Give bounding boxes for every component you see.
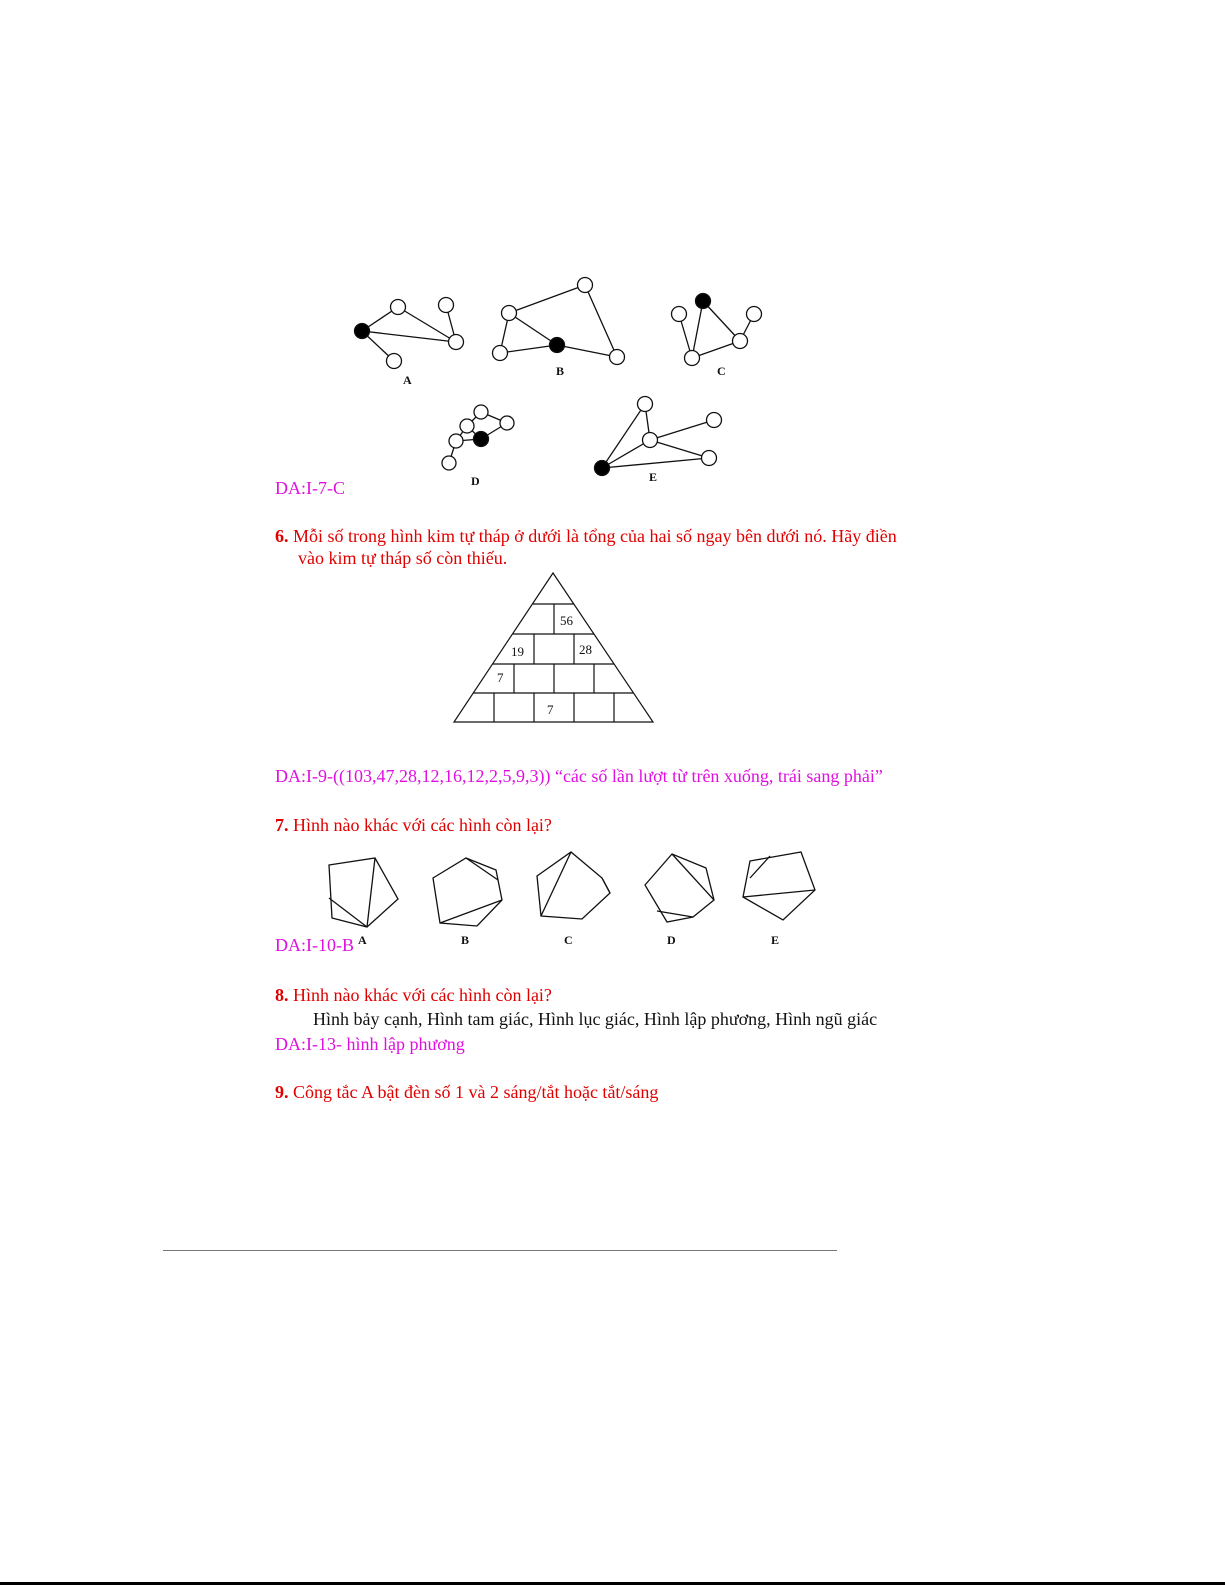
question-6-text-line1: Mỗi số trong hình kim tự tháp ở dưới là tổng của hai số ngay bên dưới nó. Hãy điền	[293, 526, 897, 546]
pyramid-cell-19: 19	[511, 644, 524, 659]
question-8-number: 8.	[275, 985, 289, 1005]
pyramid-cell-28: 28	[579, 642, 592, 657]
graph-label-a: A	[403, 373, 412, 387]
polygons-figure	[300, 840, 840, 960]
polygon-label-a: A	[358, 933, 367, 947]
question-8-options: Hình bảy cạnh, Hình tam giác, Hình lục giác, Hình lập phương, Hình ngũ giác	[313, 1009, 878, 1029]
answer-q8: DA:I-13- hình lập phương	[275, 1034, 465, 1054]
question-6-number: 6.	[275, 526, 289, 546]
question-7-text: Hình nào khác với các hình còn lại?	[293, 815, 552, 835]
question-7-number: 7.	[275, 815, 289, 835]
polygon-label-b: B	[461, 933, 470, 947]
question-6	[275, 526, 897, 547]
question-9-text: Công tắc A bật đèn số 1 và 2 sáng/tắt hoặc tắt/sáng	[293, 1082, 659, 1102]
graph-figure	[0, 0, 1225, 520]
graph-label-b: B	[556, 364, 565, 378]
polygon-label-c: C	[564, 933, 573, 947]
question-7	[275, 815, 552, 836]
answer-q6: DA:I-9-((103,47,28,12,16,12,2,5,9,3)) “các số lần lượt từ trên xuống, trái sang phải”	[275, 766, 883, 786]
question-8-text: Hình nào khác với các hình còn lại?	[293, 985, 552, 1005]
graph-label-d: D	[471, 474, 480, 488]
answer-q7: DA:I-10-B	[275, 935, 354, 955]
pyramid-cell-7-row5: 7	[547, 702, 554, 717]
pyramid-cell-7-row4: 7	[497, 670, 504, 685]
question-8	[275, 985, 552, 1006]
graph-label-c: C	[717, 364, 726, 378]
footnote-divider	[163, 1250, 837, 1251]
question-6-text-line2: vào kim tự tháp số còn thiếu.	[298, 548, 508, 568]
pyramid-figure	[440, 565, 670, 735]
question-9	[275, 1082, 658, 1103]
polygon-label-e: E	[771, 933, 780, 947]
graph-label-e: E	[649, 470, 658, 484]
answer-q5: DA:I-7-C	[275, 478, 345, 498]
polygon-label-d: D	[667, 933, 676, 947]
question-9-number: 9.	[275, 1082, 289, 1102]
pyramid-cell-56: 56	[560, 613, 573, 628]
